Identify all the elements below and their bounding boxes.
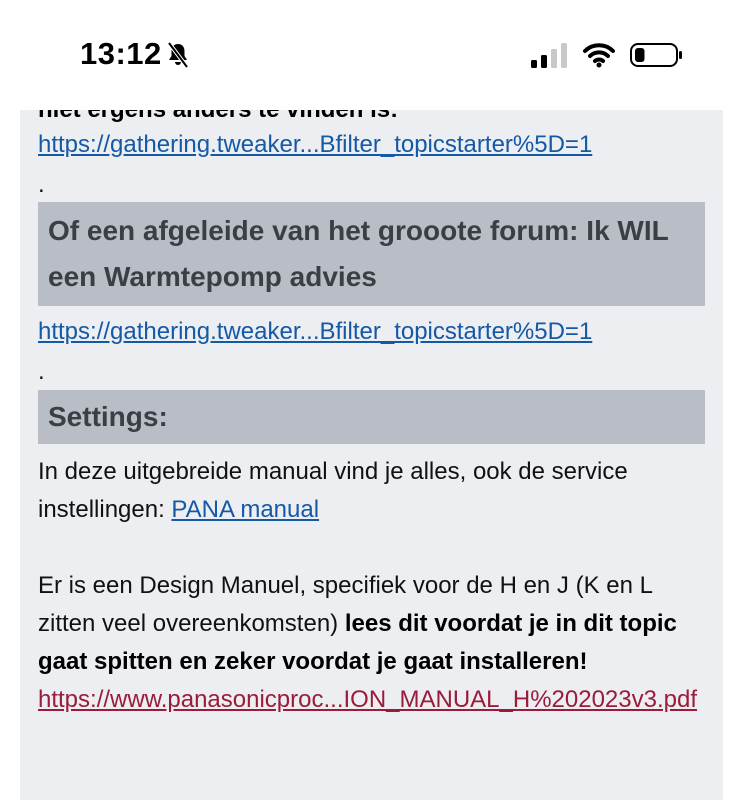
battery-icon [630,42,684,73]
pana-manual-link[interactable]: PANA manual [171,496,320,523]
post-content [20,110,723,800]
status-time: 13:12 [80,36,162,71]
separator-dot-1: . [38,171,45,198]
settings-text: In deze uitgebreide manual vind je alles, ook de service instellingen: [38,458,628,523]
signal-icon [531,43,571,74]
topic-link-2[interactable]: https://gathering.tweaker...Bfilter_topicstarter%5D=1 [38,318,593,345]
topic-link-1[interactable]: https://gathering.tweaker...Bfilter_topicstarter%5D=1 [38,131,593,158]
design-manual-text: Er is een Design Manuel, specifiek voor de H en J (K en L zitten veel overeenkomsten) [38,572,653,637]
bell-slash-icon [166,42,190,73]
separator-dot-2: . [38,358,45,385]
wifi-icon [583,42,615,73]
design-manual-paragraph [38,567,705,719]
settings-paragraph [38,453,705,529]
design-manual-warning: lees dit voordat je in dit topic gaat spitten en zeker voordat je gaat installeren! [38,610,677,675]
status-bar [0,0,743,110]
section-heading-warmtepomp: Of een afgeleide van het grooote forum: Ik WIL een Warmtepomp advies [38,202,705,306]
design-manual-pdf-link[interactable]: https://www.panasonicproc...ION_MANUAL_H%202023v3.pdf [38,686,698,713]
section-heading-settings: Settings: [38,390,705,444]
